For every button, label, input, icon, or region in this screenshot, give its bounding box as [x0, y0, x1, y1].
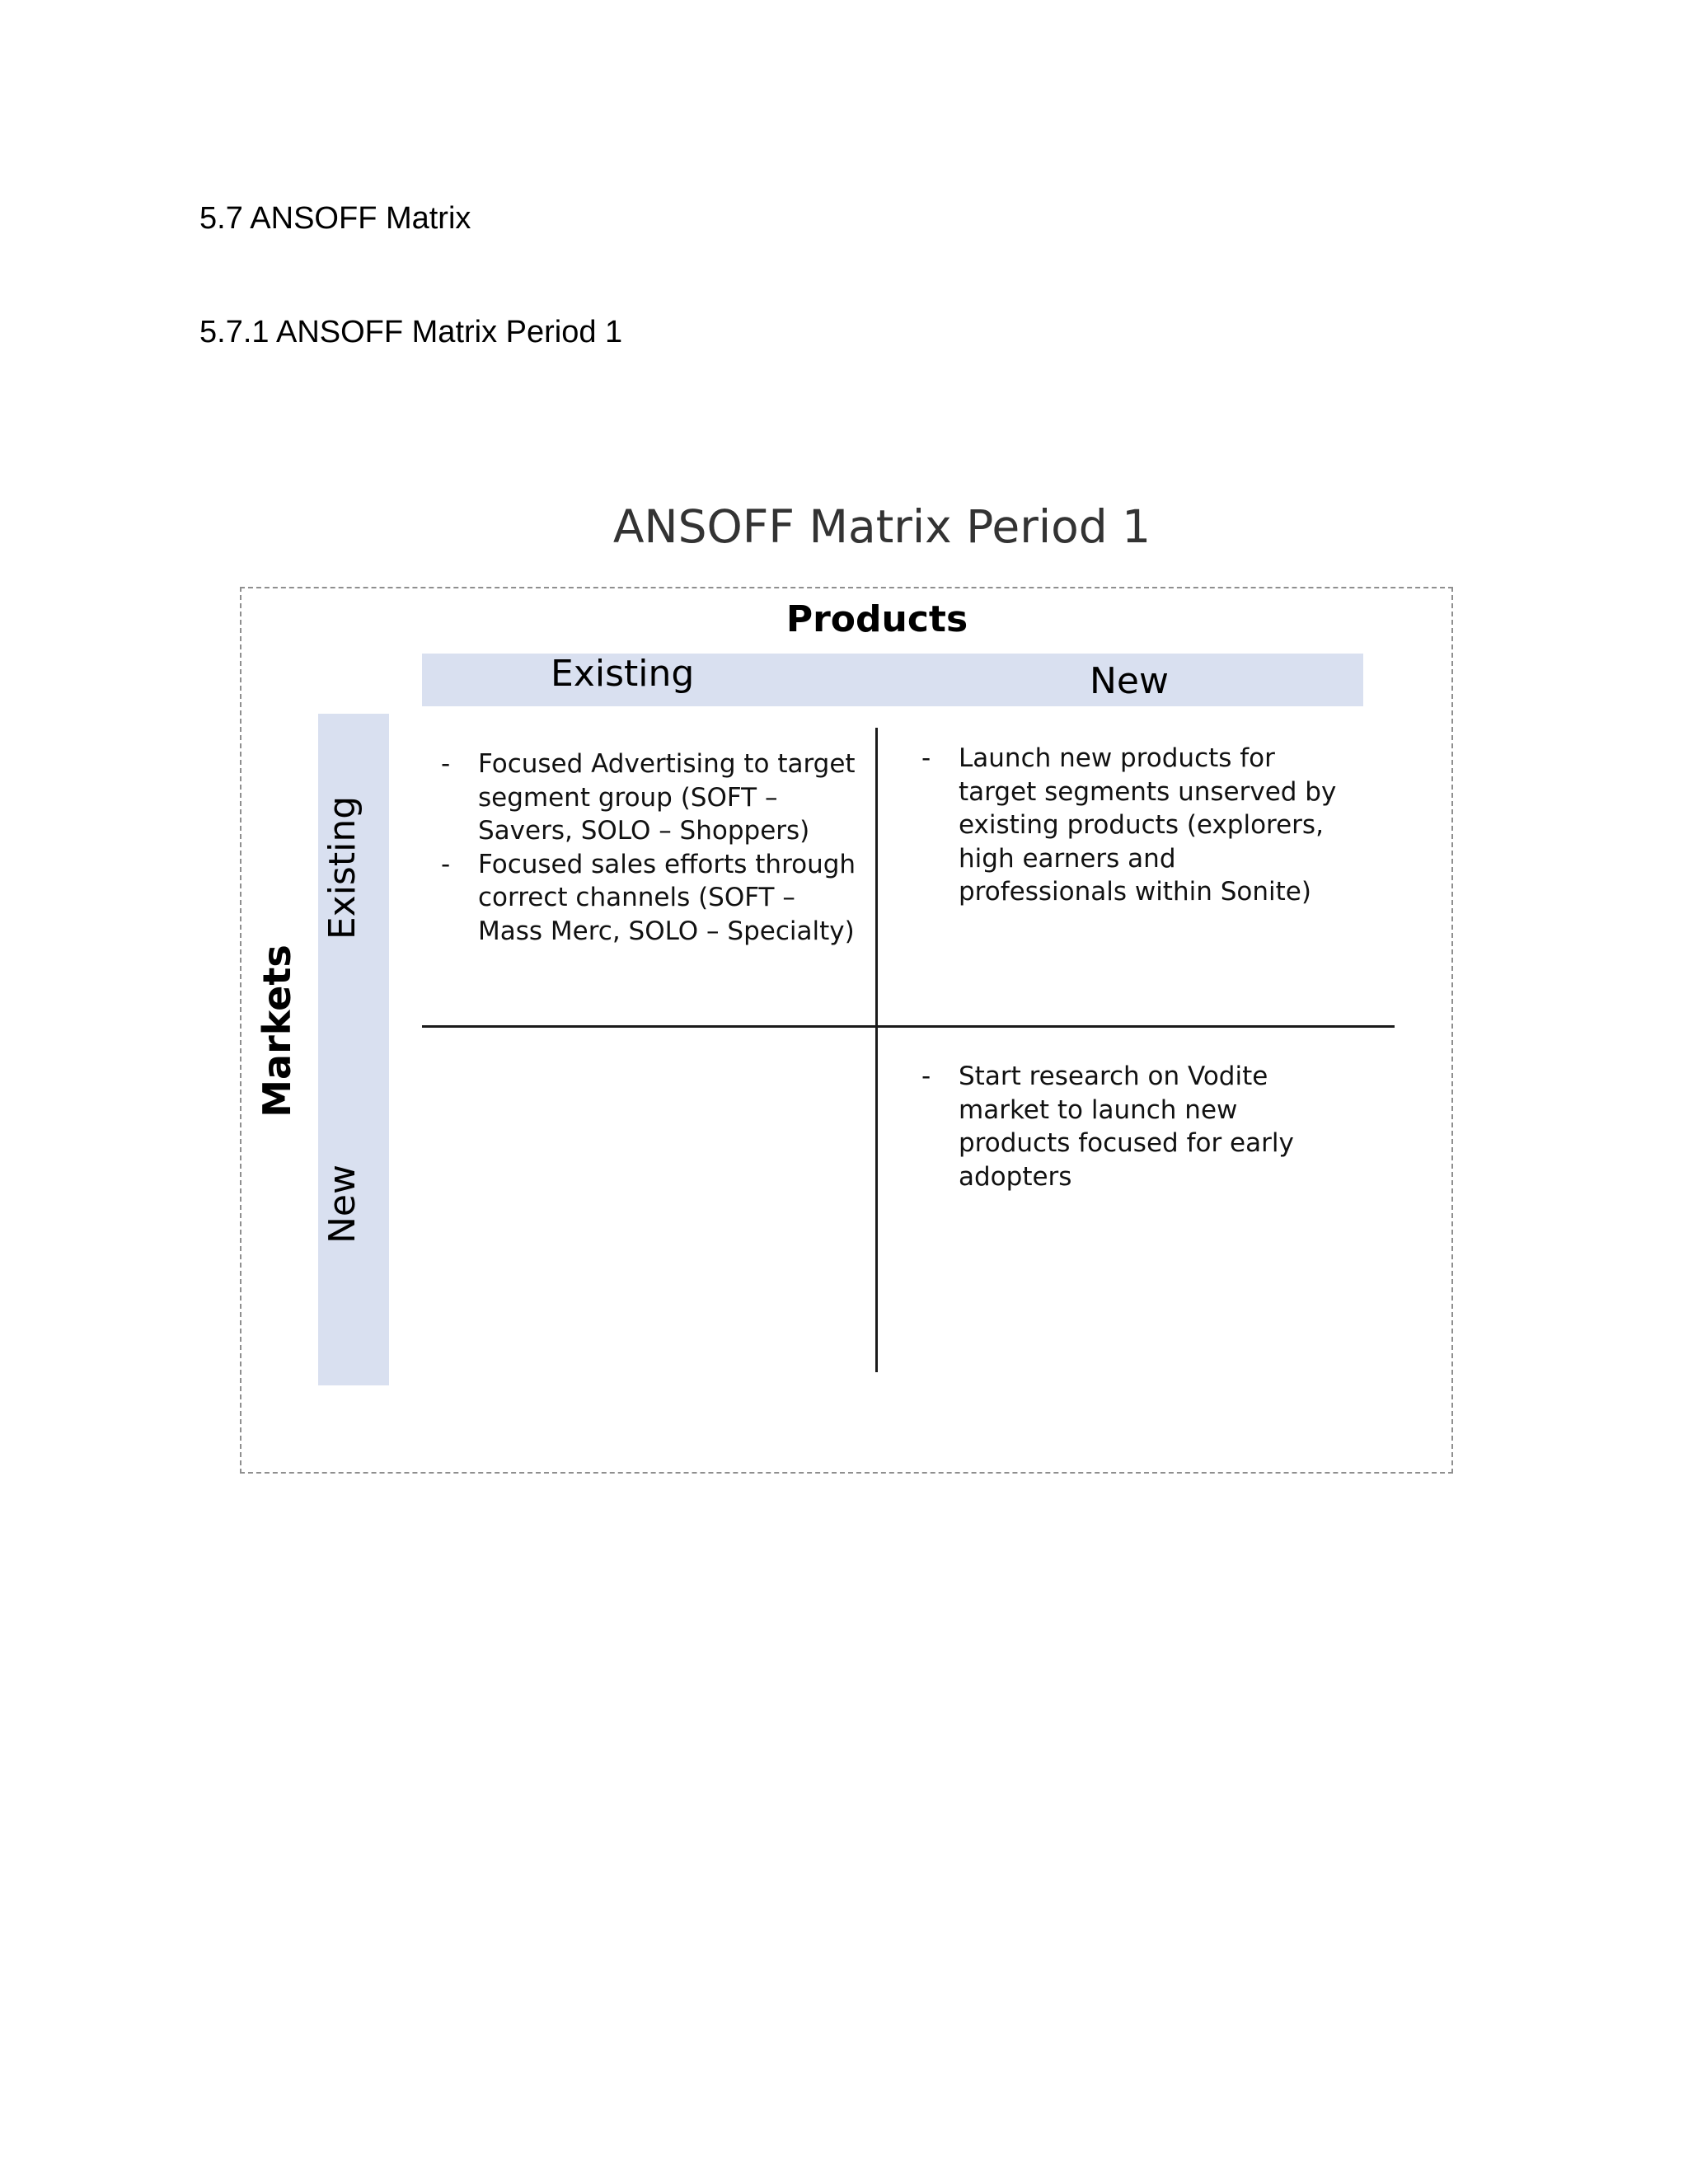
- list-item: - Launch new products for target segments unserved by existing products (explorers, high earners and professionals within Sonite): [921, 742, 1342, 909]
- matrix-title: ANSOFF Matrix Period 1: [612, 500, 1151, 553]
- list-item: - Focused sales efforts through correct channels (SOFT – Mass Merc, SOLO – Specialty): [441, 848, 861, 949]
- quadrant-new-market-new-product: [921, 1060, 1301, 1193]
- row-label-existing: Existing: [321, 795, 363, 940]
- matrix-vertical-divider: [875, 728, 878, 1372]
- matrix-horizontal-divider: [422, 1025, 1395, 1028]
- column-label-new: New: [1090, 660, 1169, 702]
- quadrant-existing-market-existing-product: [441, 748, 861, 948]
- column-label-existing: Existing: [551, 653, 695, 695]
- markets-axis-label: Markets: [255, 944, 299, 1118]
- list-item: - Focused Advertising to target segment group (SOFT – Savers, SOLO – Shoppers): [441, 748, 861, 848]
- list-item: - Start research on Vodite market to launch new products focused for early adopters: [921, 1060, 1301, 1193]
- quadrant-existing-market-new-product: [921, 742, 1342, 909]
- section-heading: 5.7 ANSOFF Matrix: [199, 201, 471, 236]
- matrix-frame: [240, 587, 1453, 1474]
- row-label-new: New: [321, 1165, 363, 1244]
- products-axis-label: Products: [785, 598, 968, 640]
- subsection-heading: 5.7.1 ANSOFF Matrix Period 1: [199, 315, 623, 349]
